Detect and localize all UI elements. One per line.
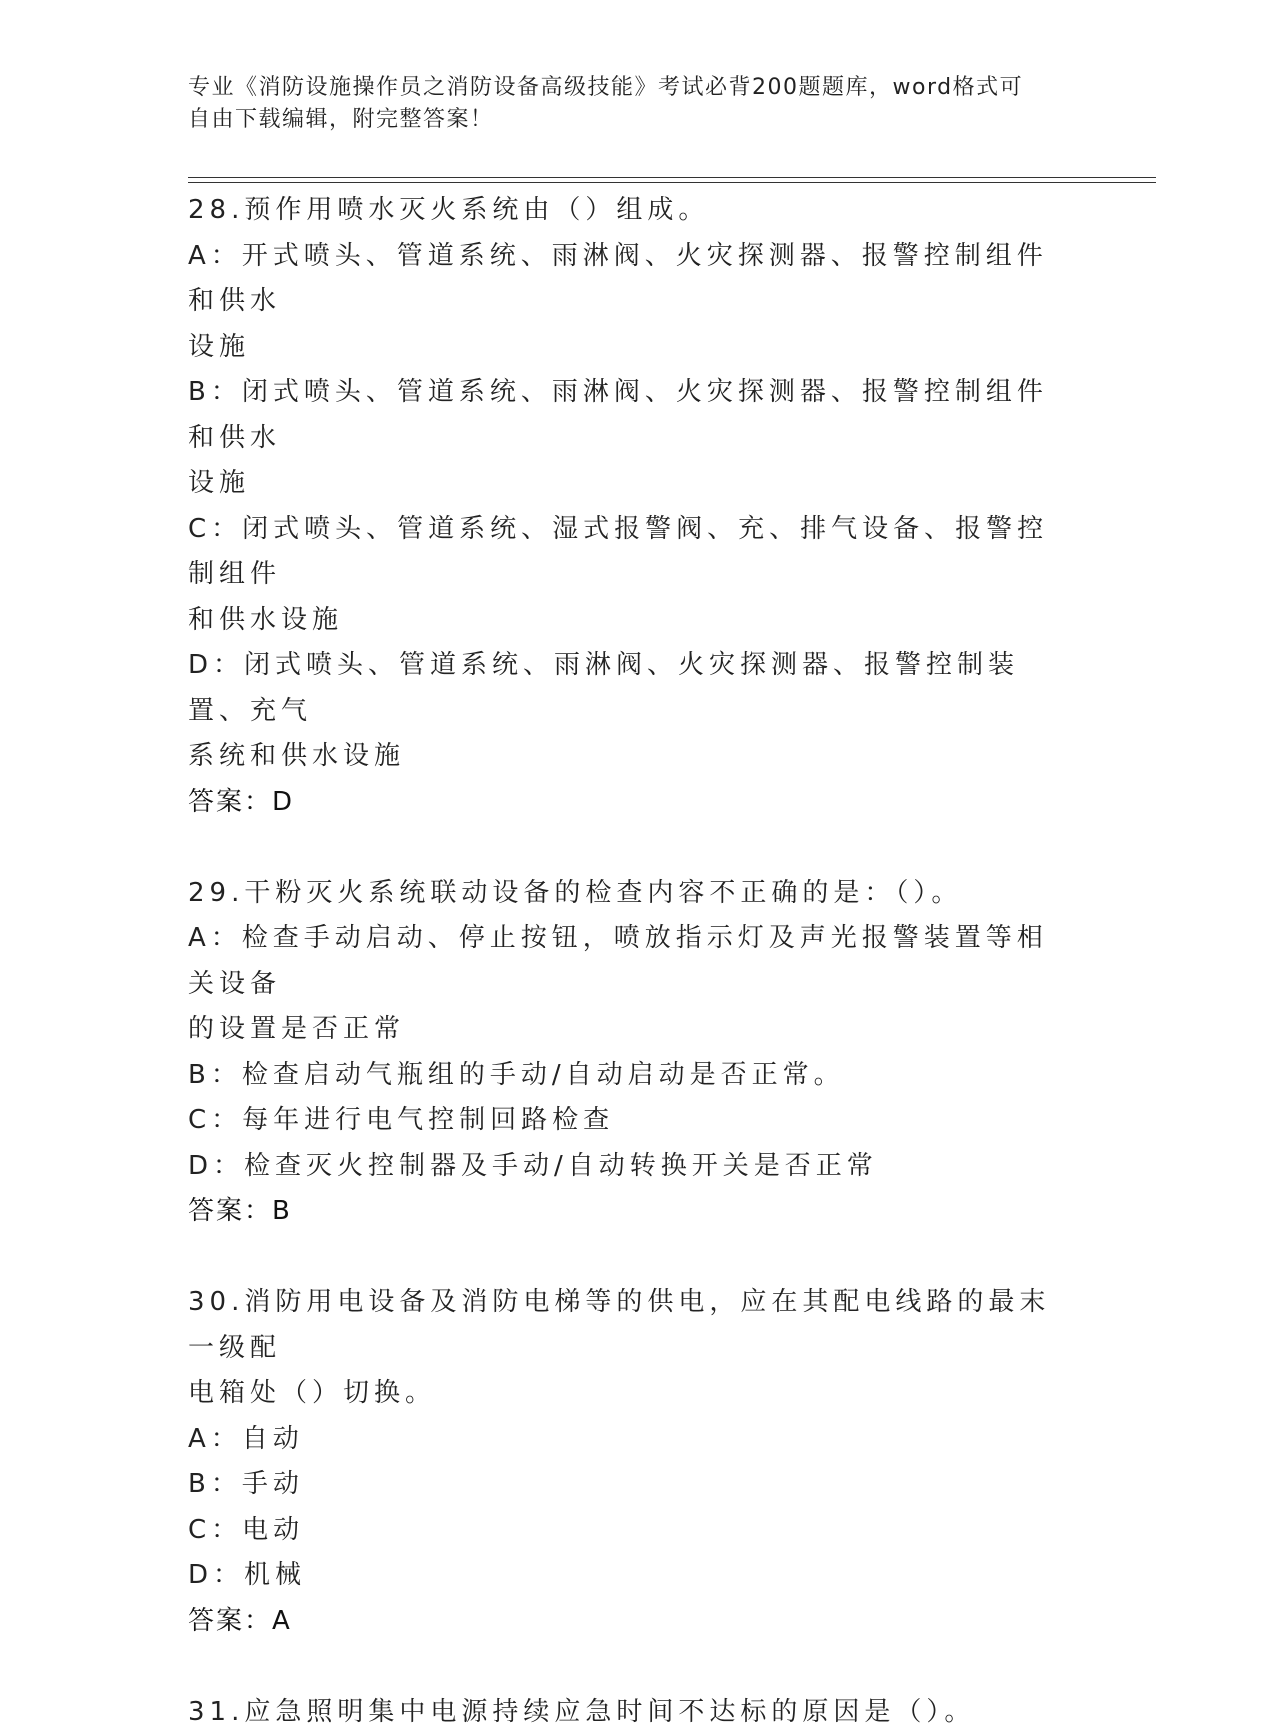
header-line-2: 自由下载编辑，附完整答案！ xyxy=(188,104,1068,136)
answer-label: 答案：D xyxy=(188,780,1078,826)
option-b: B：检查启动气瓶组的手动/自动启动是否正常。 xyxy=(188,1053,1078,1099)
option-c: C：闭式喷头、管道系统、湿式报警阀、充、排气设备、报警控制组件 xyxy=(188,507,1078,598)
option-c-continued: 和供水设施 xyxy=(188,598,1078,644)
question-stem: 30.消防用电设备及消防电梯等的供电，应在其配电线路的最末一级配 xyxy=(188,1280,1078,1371)
option-a-continued: 设施 xyxy=(188,325,1078,371)
question-stem-continued: 电箱处（）切换。 xyxy=(188,1371,1078,1417)
question-29 xyxy=(188,871,1078,1235)
option-d: D：检查灭火控制器及手动/自动转换开关是否正常 xyxy=(188,1144,1078,1190)
option-d: D：机械 xyxy=(188,1553,1078,1599)
question-list xyxy=(188,188,1078,1735)
question-31 xyxy=(188,1690,1078,1735)
document-header xyxy=(188,72,1068,136)
question-stem: 28.预作用喷水灭火系统由（）组成。 xyxy=(188,188,1078,234)
question-28 xyxy=(188,188,1078,825)
option-a: A：自动 xyxy=(188,1417,1078,1463)
option-c: C：每年进行电气控制回路检查 xyxy=(188,1098,1078,1144)
header-line-1: 专业《消防设施操作员之消防设备高级技能》考试必背200题题库，word格式可 xyxy=(188,72,1068,104)
option-a-continued: 的设置是否正常 xyxy=(188,1007,1078,1053)
option-c: C：电动 xyxy=(188,1508,1078,1554)
answer-label: 答案：A xyxy=(188,1599,1078,1645)
question-stem: 29.干粉灭火系统联动设备的检查内容不正确的是：（）。 xyxy=(188,871,1078,917)
option-b: B：手动 xyxy=(188,1462,1078,1508)
option-d-continued: 系统和供水设施 xyxy=(188,734,1078,780)
option-b-continued: 设施 xyxy=(188,461,1078,507)
spacer xyxy=(188,1235,1078,1281)
question-stem: 31.应急照明集中电源持续应急时间不达标的原因是（）。 xyxy=(188,1690,1078,1735)
spacer xyxy=(188,825,1078,871)
option-b: B：闭式喷头、管道系统、雨淋阀、火灾探测器、报警控制组件和供水 xyxy=(188,370,1078,461)
answer-label: 答案：B xyxy=(188,1189,1078,1235)
option-a: A：检查手动启动、停止按钮，喷放指示灯及声光报警装置等相关设备 xyxy=(188,916,1078,1007)
header-divider-bottom xyxy=(188,182,1156,183)
question-30 xyxy=(188,1280,1078,1644)
header-divider-top xyxy=(188,177,1156,178)
option-d: D：闭式喷头、管道系统、雨淋阀、火灾探测器、报警控制装置、充气 xyxy=(188,643,1078,734)
option-a: A：开式喷头、管道系统、雨淋阀、火灾探测器、报警控制组件和供水 xyxy=(188,234,1078,325)
spacer xyxy=(188,1644,1078,1690)
